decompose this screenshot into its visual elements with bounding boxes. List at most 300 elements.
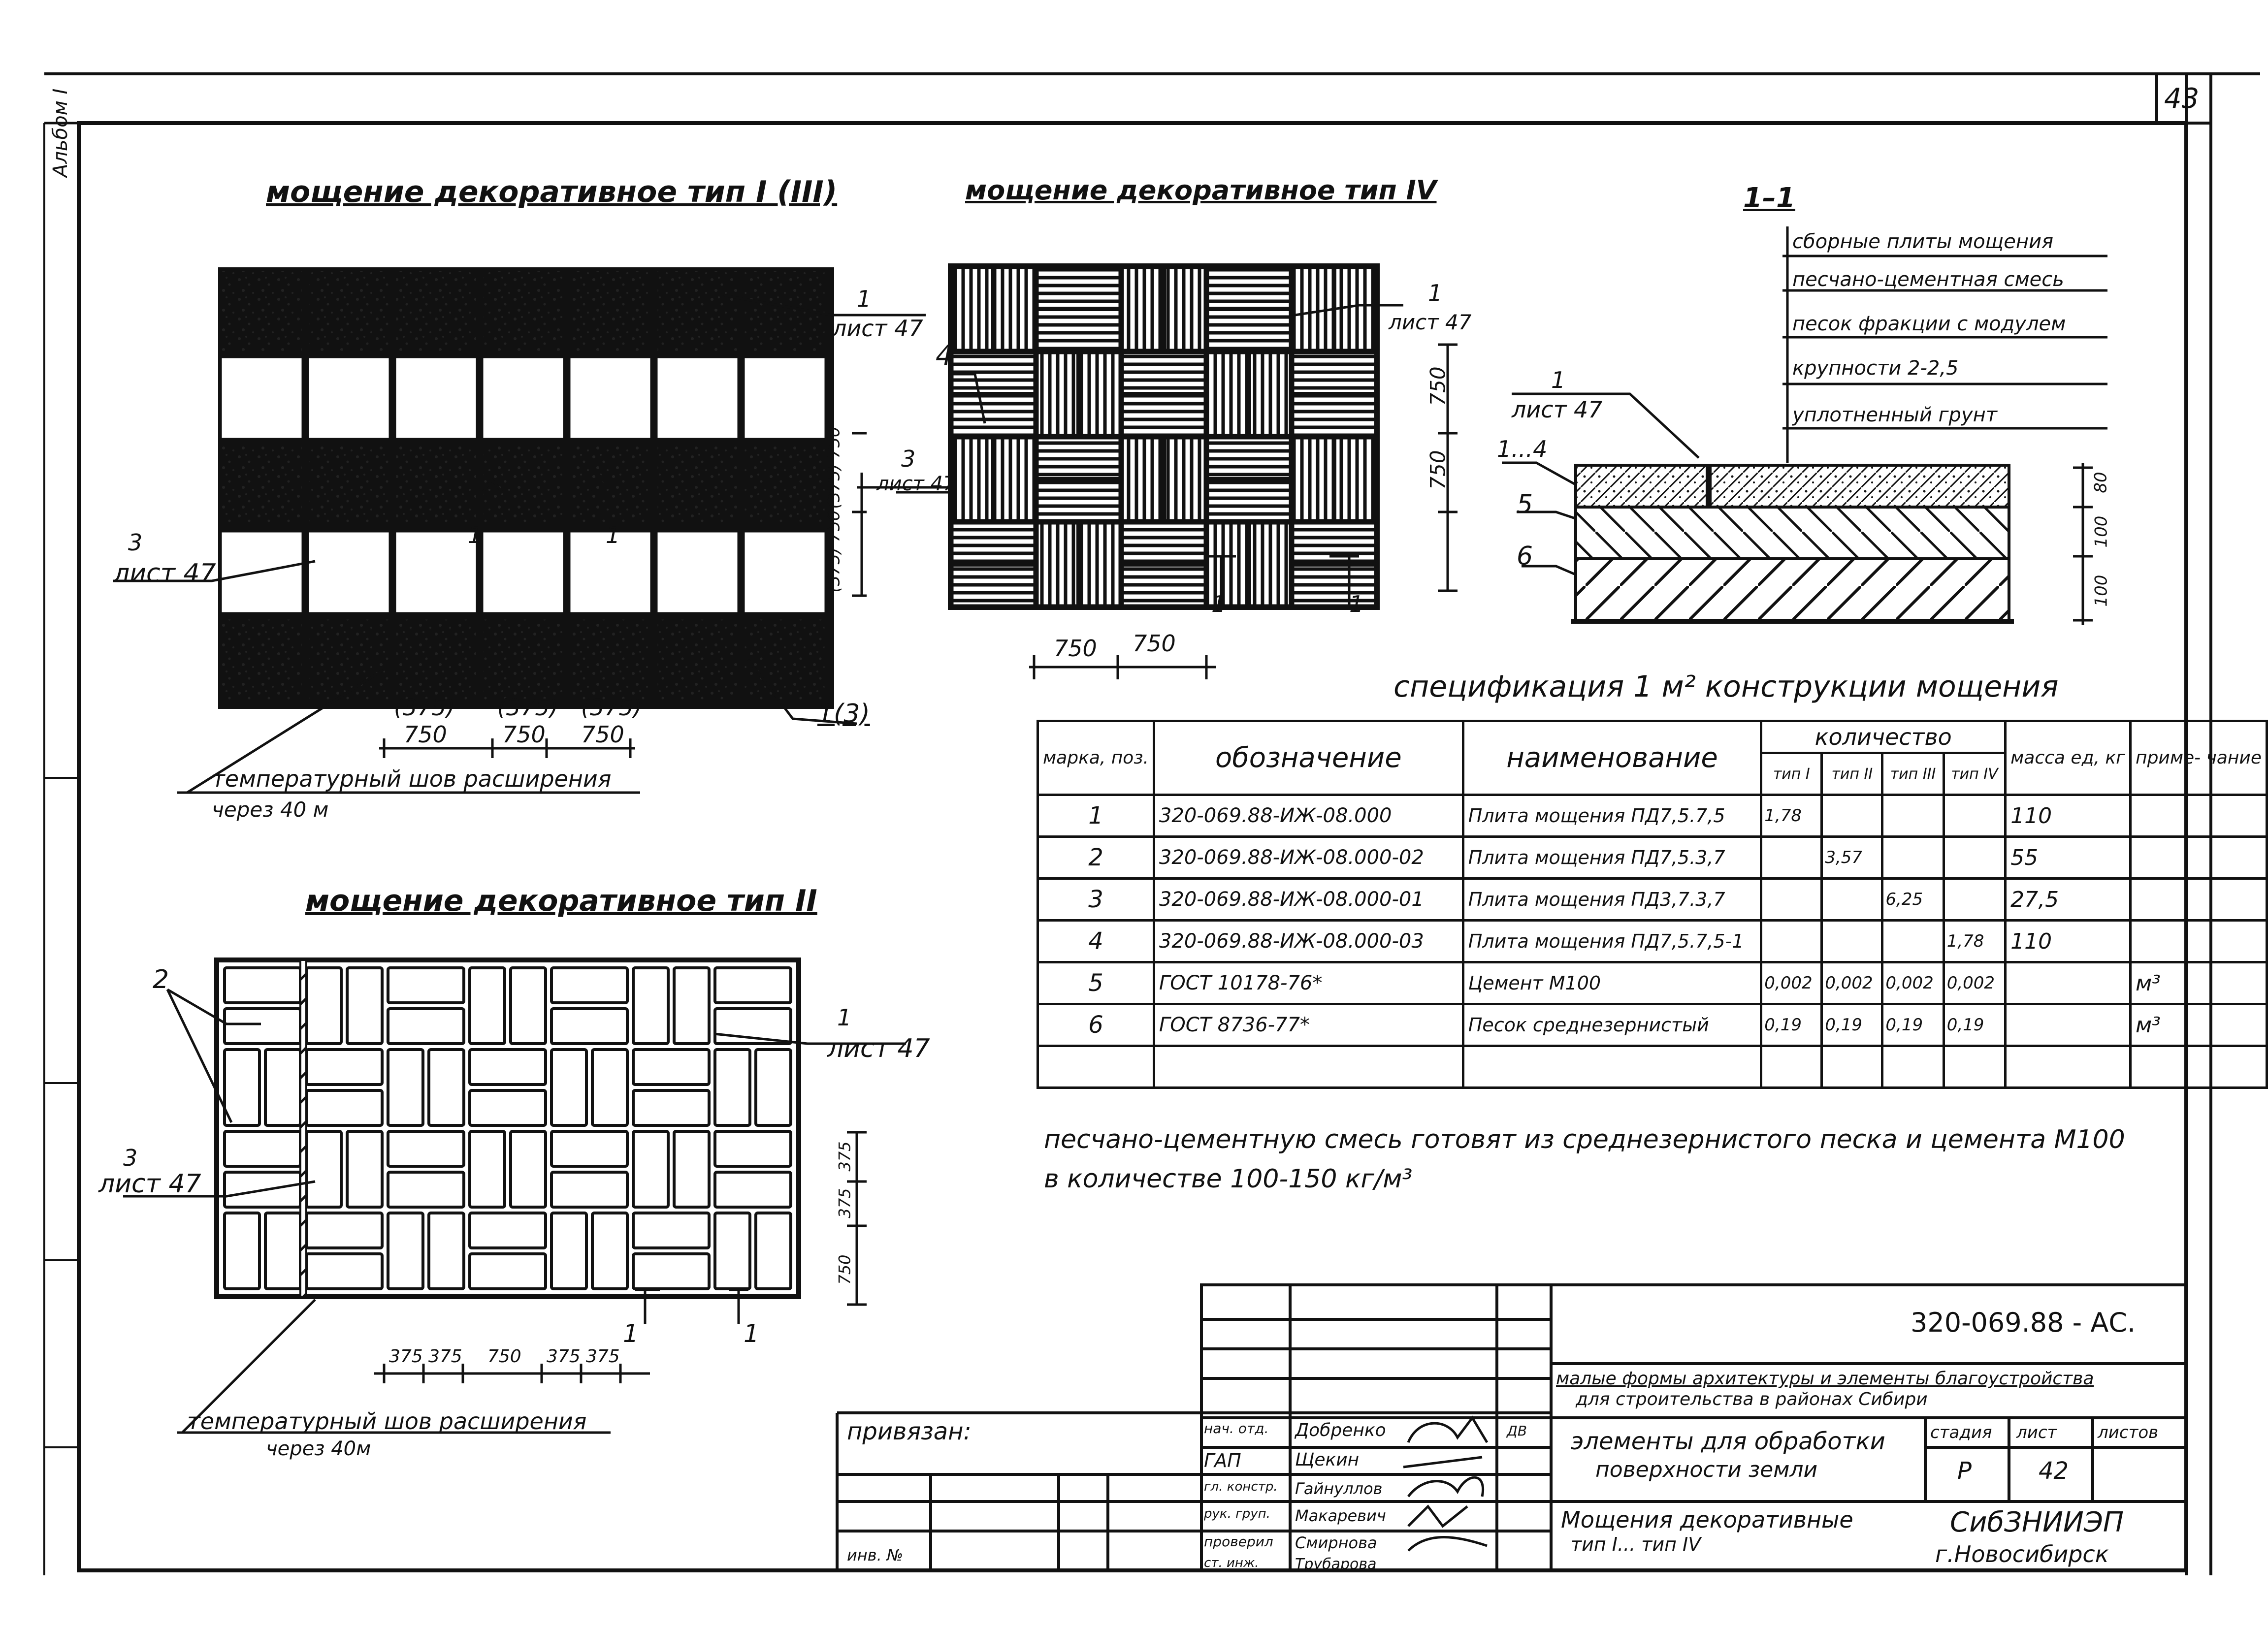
type2-brick: [306, 1050, 382, 1085]
tb-role-6: ст. инж.: [1204, 1556, 1259, 1570]
type2-brick: [388, 1009, 464, 1044]
type1-slab: [308, 619, 389, 700]
type1-slab: [570, 619, 651, 700]
type1-dim-paren-1: (375): [394, 694, 455, 721]
section-dim-3: 100: [2091, 575, 2111, 607]
type2-brick: [388, 968, 464, 1003]
spec-cell-q3: [1882, 1046, 1944, 1088]
type2-brick: [715, 1131, 791, 1166]
tb-sheets-header: листов: [2098, 1423, 2159, 1442]
spec-cell-des: 320-069.88-ИЖ-08.000: [1154, 795, 1463, 837]
type2-dim-h-5: 375: [586, 1346, 620, 1367]
tb-drawing-2: тип I... тип IV: [1571, 1533, 1701, 1555]
type2-dim-h-1: 375: [389, 1346, 423, 1367]
type2-dim-v-3: 750: [835, 1254, 854, 1285]
spec-cell-pos: 3: [1038, 879, 1154, 921]
spec-cell-name: [1463, 1046, 1761, 1088]
type2-brick: [306, 1254, 382, 1289]
type4-dim-v-4: (375) 750: [824, 510, 844, 593]
spec-cell-q2: 3,57: [1822, 837, 1882, 879]
type1-slab: [570, 270, 651, 351]
mix-note-1: песчано-цементную смесь готовят из среднезернистого песка и цемента М100: [1044, 1125, 2125, 1154]
type4-slab-half: [1038, 439, 1119, 478]
type2-brick: [225, 1009, 300, 1044]
type2-brick: [306, 1131, 341, 1207]
spec-row: [1038, 1046, 2267, 1088]
spec-cell-mass: 110: [2006, 795, 2131, 837]
type4-dim-v-3: (375) 750: [824, 426, 844, 509]
type1-slab: [744, 445, 825, 526]
type2-brick: [633, 1090, 709, 1125]
type2-brick: [715, 1213, 750, 1289]
type2-brick: [674, 1131, 709, 1207]
type4-slab-half: [1208, 439, 1290, 478]
spec-cell-pos: 6: [1038, 1004, 1154, 1046]
spec-cell-q4: 1,78: [1944, 921, 2005, 962]
type4-slab-half: [1251, 353, 1290, 435]
spec-cell-q3: 0,002: [1882, 962, 1944, 1004]
spec-cell-name: Плита мощения ПД7,5.7,5: [1463, 795, 1761, 837]
tb-name-1: Добренко: [1295, 1420, 1386, 1440]
spec-cell-q1: [1761, 921, 1822, 962]
spec-cell-name: Плита мощения ПД7,5.3,7: [1463, 837, 1761, 879]
type2-brick: [633, 1131, 668, 1207]
spec-header-mass: масса ед, кг: [2006, 721, 2131, 795]
type4-paving-grid: [948, 263, 1380, 610]
type2-brick: [470, 1090, 546, 1125]
type1-cut-1: 1: [468, 522, 483, 548]
type2-brick: [388, 1172, 464, 1207]
section-layer-5: уплотненный грунт: [1792, 404, 1998, 426]
type1-paving-grid: [218, 267, 834, 709]
tb-role-4: рук. груп.: [1204, 1506, 1270, 1521]
type4-slab-half: [1123, 566, 1204, 606]
type1-ref-num: 1: [857, 286, 872, 312]
type1-slab: [221, 445, 302, 526]
title-type2: мощение декоративное тип II: [305, 884, 817, 918]
spec-qty-type1: тип I: [1761, 753, 1822, 795]
type1-slab: [395, 270, 477, 351]
spec-cell-q2: 0,19: [1822, 1004, 1882, 1046]
type4-slab-half: [953, 396, 1034, 435]
type4-slab-half: [1123, 353, 1204, 393]
type4-dim-h-2: 750: [1133, 630, 1176, 657]
type1-slab: [483, 532, 564, 613]
spec-cell-des: [1154, 1046, 1463, 1088]
spec-row: [1038, 962, 2267, 1004]
type2-left-sheet: лист 47: [98, 1169, 201, 1199]
type2-ref-2: 2: [153, 965, 169, 994]
type1-slab: [483, 619, 564, 700]
spec-cell-des: 320-069.88-ИЖ-08.000-03: [1154, 921, 1463, 962]
type4-slab-half: [1208, 481, 1290, 520]
type1-slab: [657, 532, 738, 613]
type2-brick: [470, 1213, 546, 1248]
spec-cell-q2: [1822, 1046, 1882, 1088]
spec-row: [1038, 921, 2267, 962]
spec-cell-note: [2131, 921, 2267, 962]
type2-brick: [388, 1050, 423, 1125]
type2-brick: [347, 968, 382, 1044]
type4-dim-h-1: 750: [1054, 635, 1097, 662]
type2-brick: [715, 1050, 750, 1125]
spec-header-row: [1038, 721, 2267, 753]
type4-slab-half: [953, 439, 992, 520]
spec-cell-q3: 6,25: [1882, 879, 1944, 921]
spec-header-designation: обозначение: [1154, 721, 1463, 795]
type4-slab-half: [1123, 268, 1163, 350]
type2-dim-h-2: 375: [428, 1346, 462, 1367]
spec-cell-pos: [1038, 1046, 1154, 1088]
type1-slab: [221, 357, 302, 439]
type4-slab-half: [1038, 268, 1119, 308]
tb-role-2: ГАП: [1204, 1450, 1241, 1471]
type2-ref-sheet: лист 47: [827, 1034, 930, 1063]
spec-cell-mass: [2006, 1046, 2131, 1088]
type1-left-sheet: лист 47: [113, 559, 216, 588]
type1-dim-paren-3: (375): [581, 694, 642, 721]
spec-cell-q4: [1944, 837, 2005, 879]
type2-brick: [551, 968, 627, 1003]
title-type4: мощение декоративное тип IV: [965, 175, 1437, 206]
tb-sheet: 42: [2039, 1457, 2069, 1485]
spec-cell-note: м³: [2131, 1004, 2267, 1046]
spec-cell-name: Плита мощения ПД3,7.3,7: [1463, 879, 1761, 921]
tb-org-city: г.Новосибирск: [1935, 1541, 2109, 1567]
type1-slab: [395, 445, 477, 526]
spec-cell-q4: [1944, 879, 2005, 921]
type2-brick: [633, 1050, 709, 1085]
type4-slab-half: [1294, 396, 1375, 435]
section-layer-3: песок фракции с модулем: [1792, 313, 2066, 335]
type2-brick: [756, 1050, 791, 1125]
tb-stage-header: стадия: [1930, 1423, 1992, 1442]
tb-name-4: Макаревич: [1295, 1506, 1386, 1525]
title-section: 1–1: [1743, 182, 1795, 214]
type4-slab-half: [1208, 353, 1248, 435]
type2-brick: [470, 1254, 546, 1289]
spec-cell-mass: [2006, 1004, 2131, 1046]
spec-cell-q1: [1761, 879, 1822, 921]
section-layer-1: сборные плиты мощения: [1792, 230, 2054, 253]
type4-ref-4: 4: [936, 340, 953, 372]
type2-brick: [633, 1213, 709, 1248]
tb-role-1: нач. отд.: [1204, 1420, 1269, 1436]
type2-brick: [265, 1050, 300, 1125]
type2-brick: [225, 1050, 259, 1125]
type1-slab: [744, 532, 825, 613]
spec-cell-q2: [1822, 921, 1882, 962]
type2-brick: [470, 968, 505, 1044]
type2-expansion-joint: [300, 960, 306, 1297]
tb-stage: Р: [1957, 1457, 1972, 1485]
type2-brick: [306, 968, 341, 1044]
type1-dim-1: 750: [404, 721, 447, 748]
type2-dim-h-3: 750: [487, 1346, 521, 1367]
type2-brick: [347, 1131, 382, 1207]
title-spec: спецификация 1 м² конструкции мощения: [1393, 670, 2059, 704]
spec-cell-q1: 0,002: [1761, 962, 1822, 1004]
type2-dim-v-1: 375: [835, 1141, 854, 1172]
section-mark-6: 6: [1517, 542, 1533, 571]
sheet-number: 43: [2164, 83, 2200, 115]
type4-ref-num: 1: [1428, 280, 1443, 306]
type2-brick: [633, 968, 668, 1044]
spec-cell-q2: [1822, 879, 1882, 921]
type2-brick: [551, 1050, 586, 1125]
section-dim-2: 100: [2091, 515, 2111, 548]
type4-slab-half: [953, 268, 992, 350]
type2-joint-note: температурный шов расширения: [187, 1408, 587, 1435]
type2-cut-1: 1: [623, 1319, 639, 1348]
tb-project-1: малые формы архитектуры и элементы благоустройства: [1556, 1369, 2094, 1389]
spec-cell-name: Песок среднезернистый: [1463, 1004, 1761, 1046]
tb-inv: инв. №: [847, 1546, 904, 1564]
section-dim-1: 80: [2091, 472, 2111, 493]
type1-slab: [395, 357, 477, 439]
type4-slab-half: [1336, 439, 1375, 520]
spec-cell-q2: [1822, 795, 1882, 837]
spec-cell-note: [2131, 837, 2267, 879]
spec-qty-type2: тип II: [1822, 753, 1882, 795]
type4-slab-half: [995, 439, 1035, 520]
type4-left-sheet: лист 47: [876, 473, 956, 495]
type4-slab-half: [1166, 439, 1205, 520]
spec-header-mark: марка, поз.: [1038, 721, 1154, 795]
type2-brick: [592, 1213, 627, 1289]
mix-note-2: в количестве 100-150 кг/м³: [1044, 1164, 1413, 1194]
type2-brick: [756, 1213, 791, 1289]
tb-org: СибЗНИИЭП: [1950, 1506, 2124, 1538]
side-label: Альбом I: [49, 88, 72, 177]
section-ref-sheet: лист 47: [1512, 396, 1603, 423]
title-type1: мощение декоративное тип I (III): [266, 175, 838, 209]
spec-cell-des: ГОСТ 8736-77*: [1154, 1004, 1463, 1046]
tb-element-2: поверхности земли: [1595, 1457, 1818, 1482]
tb-stamp: ДВ: [1507, 1423, 1527, 1439]
type1-dim-paren-2: (375): [497, 694, 558, 721]
section-layer-2: песчано-цементная смесь: [1792, 268, 2064, 291]
spec-cell-note: [2131, 1046, 2267, 1088]
type2-brick: [388, 1213, 423, 1289]
type1-dim-2: 750: [502, 721, 546, 748]
spec-cell-mass: [2006, 962, 2131, 1004]
spec-cell-q3: [1882, 795, 1944, 837]
type2-brick: [633, 1254, 709, 1289]
type2-brick: [592, 1050, 627, 1125]
type4-cut-1: 1: [1211, 591, 1226, 617]
type2-brick: [265, 1213, 300, 1289]
tb-element-1: элементы для обработки: [1571, 1428, 1885, 1455]
type2-paving-grid: [217, 960, 799, 1297]
type4-ref-sheet: лист 47: [1389, 310, 1472, 334]
type1-ref-br: 1(3): [817, 699, 870, 729]
tb-name-2: Щекин: [1295, 1450, 1360, 1470]
type2-brick: [674, 968, 709, 1044]
spec-row: [1038, 837, 2267, 879]
type2-cut-2: 1: [744, 1319, 759, 1348]
tb-code: 320-069.88 - АС.: [1911, 1307, 2136, 1338]
type1-slab: [395, 619, 477, 700]
type2-brick: [225, 1131, 300, 1166]
spec-header-note: приме- чание: [2131, 721, 2267, 795]
type4-cut-2: 1: [1349, 591, 1364, 617]
type2-brick: [306, 1090, 382, 1125]
tb-sheet-header: лист: [2016, 1423, 2057, 1442]
type4-dim-v-1: 750: [1426, 366, 1450, 406]
spec-cell-q3: [1882, 921, 1944, 962]
type4-slab-half: [1038, 353, 1077, 435]
type2-dim-h-4: 375: [547, 1346, 581, 1367]
type2-dim-v-2: 375: [835, 1188, 854, 1218]
type2-brick: [715, 1172, 791, 1207]
type4-dim-v-2: 750: [1426, 450, 1450, 490]
spec-cell-q4: [1944, 795, 2005, 837]
section-ref-num: 1: [1551, 367, 1566, 393]
spec-cell-q1: 0,19: [1761, 1004, 1822, 1046]
spec-qty-type3: тип III: [1882, 753, 1944, 795]
spec-cell-q1: 1,78: [1761, 795, 1822, 837]
spec-cell-pos: 1: [1038, 795, 1154, 837]
type4-slab-half: [1123, 396, 1204, 435]
type4-slab-half: [953, 524, 1034, 563]
type1-ref-sheet: лист 47: [832, 315, 923, 342]
type2-brick: [470, 1050, 546, 1085]
type1-slab: [657, 445, 738, 526]
type4-slab-half: [1294, 353, 1375, 393]
type1-slab: [221, 619, 302, 700]
spec-header-qty: количество: [1761, 721, 2006, 753]
type1-slab: [570, 357, 651, 439]
spec-cell-pos: 4: [1038, 921, 1154, 962]
spec-cell-des: 320-069.88-ИЖ-08.000-01: [1154, 879, 1463, 921]
type1-left-num: 3: [128, 529, 143, 556]
spec-cell-pos: 5: [1038, 962, 1154, 1004]
type1-slab: [395, 532, 477, 613]
spec-cell-q3: [1882, 837, 1944, 879]
tb-role-5: проверил: [1204, 1533, 1273, 1550]
type4-slab-half: [1294, 268, 1333, 350]
type1-slab: [308, 445, 389, 526]
section-layer-4: крупности 2-2,5: [1792, 357, 1959, 380]
spec-cell-note: [2131, 795, 2267, 837]
spec-cell-mass: 27,5: [2006, 879, 2131, 921]
type4-slab-half: [995, 268, 1035, 350]
type1-joint-note: температурный шов расширения: [212, 766, 612, 792]
type4-slab-half: [1208, 268, 1290, 308]
type4-slab-half: [1294, 439, 1333, 520]
type2-ref-num: 1: [837, 1004, 852, 1031]
type1-slab: [570, 445, 651, 526]
tb-privyazan: привязан:: [847, 1418, 972, 1445]
type1-slab: [308, 532, 389, 613]
type1-slab: [483, 445, 564, 526]
type1-slab: [657, 357, 738, 439]
type1-slab: [657, 270, 738, 351]
type4-slab-half: [1166, 268, 1205, 350]
type1-slab: [308, 270, 389, 351]
type2-left-num: 3: [123, 1145, 138, 1171]
spec-cell-mass: 110: [2006, 921, 2131, 962]
spec-row: [1038, 1004, 2267, 1046]
spec-cell-q4: 0,002: [1944, 962, 2005, 1004]
spec-cell-pos: 2: [1038, 837, 1154, 879]
type2-brick: [306, 1213, 382, 1248]
type1-slab: [744, 619, 825, 700]
type2-brick: [429, 1050, 464, 1125]
spec-qty-type4: тип IV: [1944, 753, 2005, 795]
type1-slab: [657, 619, 738, 700]
specification-table: [1037, 720, 2268, 1089]
type1-slab: [483, 270, 564, 351]
spec-cell-mass: 55: [2006, 837, 2131, 879]
spec-cell-q1: [1761, 1046, 1822, 1088]
type1-cut-2: 1: [606, 522, 620, 548]
spec-cell-name: Цемент М100: [1463, 962, 1761, 1004]
type4-slab-half: [1038, 311, 1119, 350]
type2-brick: [511, 968, 546, 1044]
spec-row: [1038, 795, 2267, 837]
spec-cell-q3: 0,19: [1882, 1004, 1944, 1046]
spec-cell-q2: 0,002: [1822, 962, 1882, 1004]
type2-brick: [388, 1131, 464, 1166]
type4-slab-half: [1251, 524, 1290, 605]
type1-slab: [744, 357, 825, 439]
spec-cell-q4: [1944, 1046, 2005, 1088]
spec-cell-note: м³: [2131, 962, 2267, 1004]
type2-brick: [715, 968, 791, 1003]
type2-brick: [511, 1131, 546, 1207]
type4-slab-half: [1080, 353, 1120, 435]
spec-cell-name: Плита мощения ПД7,5.7,5-1: [1463, 921, 1761, 962]
type4-left-num: 3: [901, 446, 916, 472]
section-mark-5: 5: [1517, 490, 1533, 519]
section-mark-1-4: 1...4: [1497, 436, 1548, 462]
spec-cell-q4: 0,19: [1944, 1004, 2005, 1046]
type4-slab-half: [1038, 481, 1119, 520]
type2-brick: [470, 1131, 505, 1207]
spec-cell-note: [2131, 879, 2267, 921]
type4-slab-half: [953, 566, 1034, 606]
type2-brick: [551, 1172, 627, 1207]
tb-role-3: гл. констр.: [1204, 1479, 1278, 1494]
type1-slab: [221, 270, 302, 351]
type2-brick: [225, 1213, 259, 1289]
type2-brick: [429, 1213, 464, 1289]
type1-slab: [308, 357, 389, 439]
type4-slab-half: [1038, 524, 1077, 605]
type1-joint-note-2: через 40 м: [212, 798, 329, 822]
section-1-1-layers: [1571, 465, 2014, 621]
tb-name-6: Трубарова: [1295, 1556, 1377, 1573]
spec-row: [1038, 879, 2267, 921]
tb-drawing-1: Мощения декоративные: [1561, 1506, 1853, 1533]
tb-project-2: для строительства в районах Сибири: [1576, 1389, 1928, 1409]
type2-brick: [551, 1213, 586, 1289]
type4-slab-half: [1123, 524, 1204, 563]
type2-brick: [551, 1009, 627, 1044]
type2-joint-note-2: через 40м: [266, 1437, 371, 1460]
spec-cell-q1: [1761, 837, 1822, 879]
type1-slab: [483, 357, 564, 439]
type4-slab-half: [1208, 311, 1290, 350]
spec-cell-des: ГОСТ 10178-76*: [1154, 962, 1463, 1004]
type4-slab-half: [1123, 439, 1163, 520]
tb-name-3: Гайнуллов: [1295, 1479, 1383, 1498]
type1-dim-3: 750: [581, 721, 624, 748]
spec-header-name: наименование: [1463, 721, 1761, 795]
type2-brick: [225, 968, 300, 1003]
